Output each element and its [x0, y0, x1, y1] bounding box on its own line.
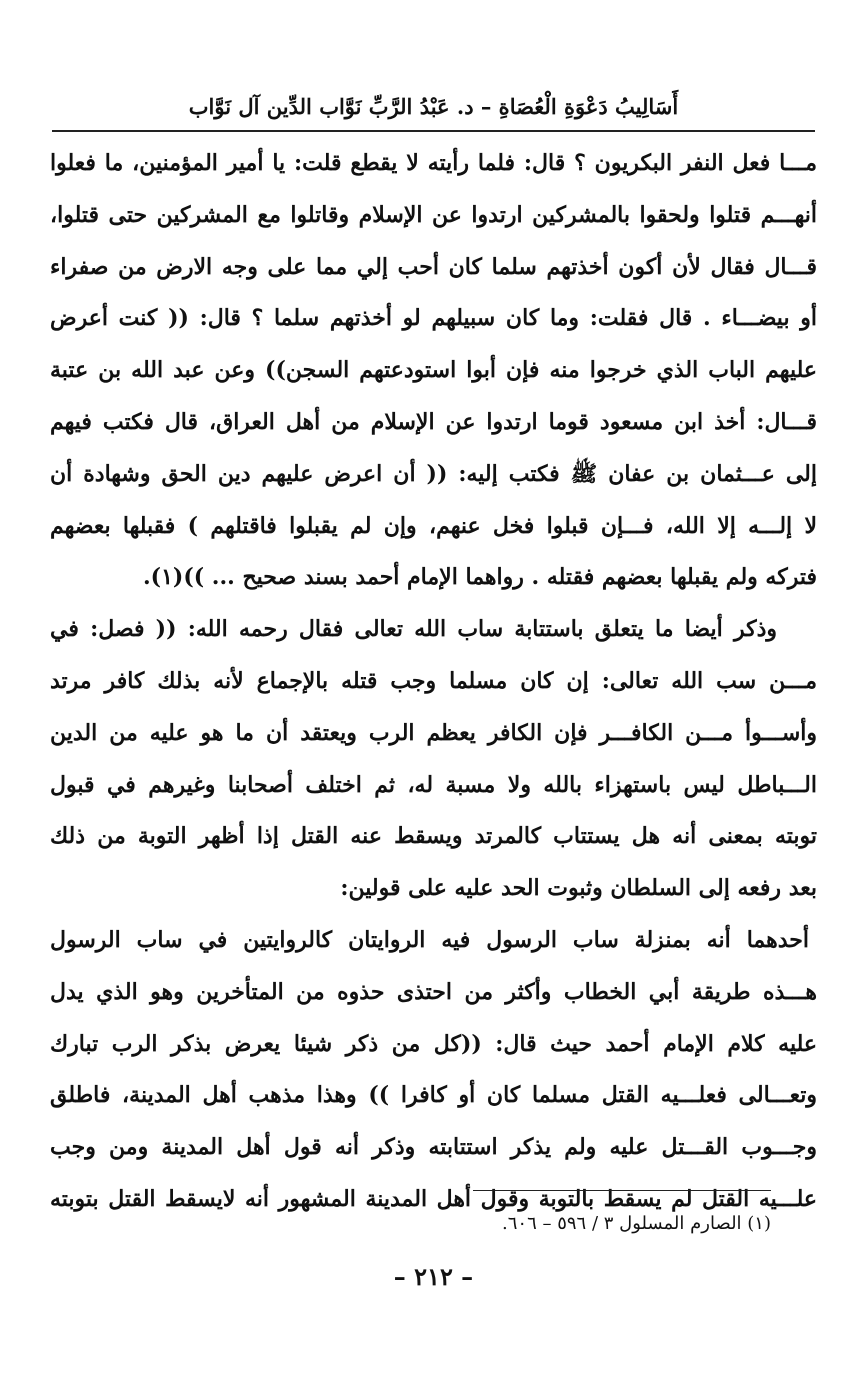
text-line: وجـــوب القـــتل عليه ولم يذكر استتابته وذكر أنه قول أهل المدينة ومن وجب	[50, 1134, 817, 1161]
text-line: الـــباطل ليس باستهزاء بالله ولا مسبة له، ثم اختلف أصحابنا وغيرهم في قبول	[50, 771, 817, 798]
footnote: (١) الصارم المسلول ٣ / ٥٩٦ – ٦٠٦.	[502, 1213, 771, 1234]
main-text	[50, 138, 817, 1226]
text-line: هـــذه طريقة أبي الخطاب وأكثر من احتذى حذوه من المتأخرين وهو الذي يدل	[50, 978, 817, 1005]
text-line: وتعـــالى فعلـــيه القتل مسلما كان أو كافرا )) وهذا مذهب أهل المدينة، فاطلق	[50, 1082, 817, 1109]
text-line: مـــا فعل النفر البكريون ؟ قال: فلما رأيته لا يقطع قلت: يا أمير المؤمنين، ما فعلوا	[50, 150, 817, 176]
text-line: توبته بمعنى أنه هل يستتاب كالمرتد ويسقط عنه القتل إذا أظهر التوبة من ذلك	[50, 823, 817, 850]
running-header: أَسَالِيبُ دَعْوَةِ الْعُصَاةِ – د. عَبْدُ الرَّبِّ نَوَّاب الدِّين آل نَوَّاب	[188, 94, 679, 119]
text-line: فتركه ولم يقبلها بعضهم فقتله . رواهما الإمام أحمد بسند صحيح ... ))(١).	[143, 564, 817, 591]
text-line: أو بيضـــاء . قال فقلت: وما كان سبيلهم لو أخذتهم سلما ؟ قال: (( كنت أعرض	[50, 305, 817, 332]
footnote-divider	[473, 1190, 771, 1191]
header-divider	[52, 130, 815, 132]
text-line: لا إلـــه إلا الله، فـــإن قبلوا فخل عنهم، وإن لم يقبلوا فاقتلهم ) فقبلها بعضهم	[50, 512, 817, 539]
text-line: مـــن سب الله تعالى: إن كان مسلما وجب قتله بالإجماع لأنه بذلك كافر مرتد	[50, 667, 817, 694]
text-line: وأســـوأ مـــن الكافـــر فإن الكافر يعظم الرب ويعتقد أن ما هو عليه من الدين	[50, 719, 817, 746]
text-line: إلى عـــثمان بن عفان ﷺ فكتب إليه: (( أن اعرض عليهم دين الحق وشهادة أن	[50, 460, 817, 487]
text-line: عليه كلام الإمام أحمد حيث قال: ((كل من ذكر شيئا يعرض بذكر الرب تبارك	[50, 1030, 817, 1057]
text-line: قـــال فقال لأن أكون أخذتهم سلما كان أحب إلي مما على وجه الارض من صفراء	[50, 253, 817, 280]
paragraph-start-line: أحدهما أنه بمنزلة ساب الرسول فيه الروايتان كالروايتين في ساب الرسول	[50, 926, 809, 953]
text-line: قـــال: أخذ ابن مسعود قوما ارتدوا عن الإسلام من أهل العراق، قال فكتب فيهم	[50, 408, 817, 435]
paragraph-start-line: وذكر أيضا ما يتعلق باستتابة ساب الله تعالى فقال رحمه الله: (( فصل: في	[50, 616, 778, 643]
text-line: عليهم الباب الذي خرجوا منه فإن أبوا استودعتهم السجن)) وعن عبد الله بن عتبة	[50, 357, 817, 384]
text-line: بعد رفعه إلى السلطان وثبوت الحد عليه على قولين:	[340, 875, 817, 902]
text-line: علـــيه القتل لم يسقط بالتوبة وقول أهل المدينة المشهور أنه لايسقط القتل بتوبته	[50, 1185, 817, 1212]
page-number: – ٢١٢ –	[393, 1262, 474, 1291]
text-line: أنهـــم قتلوا ولحقوا بالمشركين ارتدوا عن الإسلام وقاتلوا مع المشركين حتى قتلوا،	[50, 201, 817, 228]
